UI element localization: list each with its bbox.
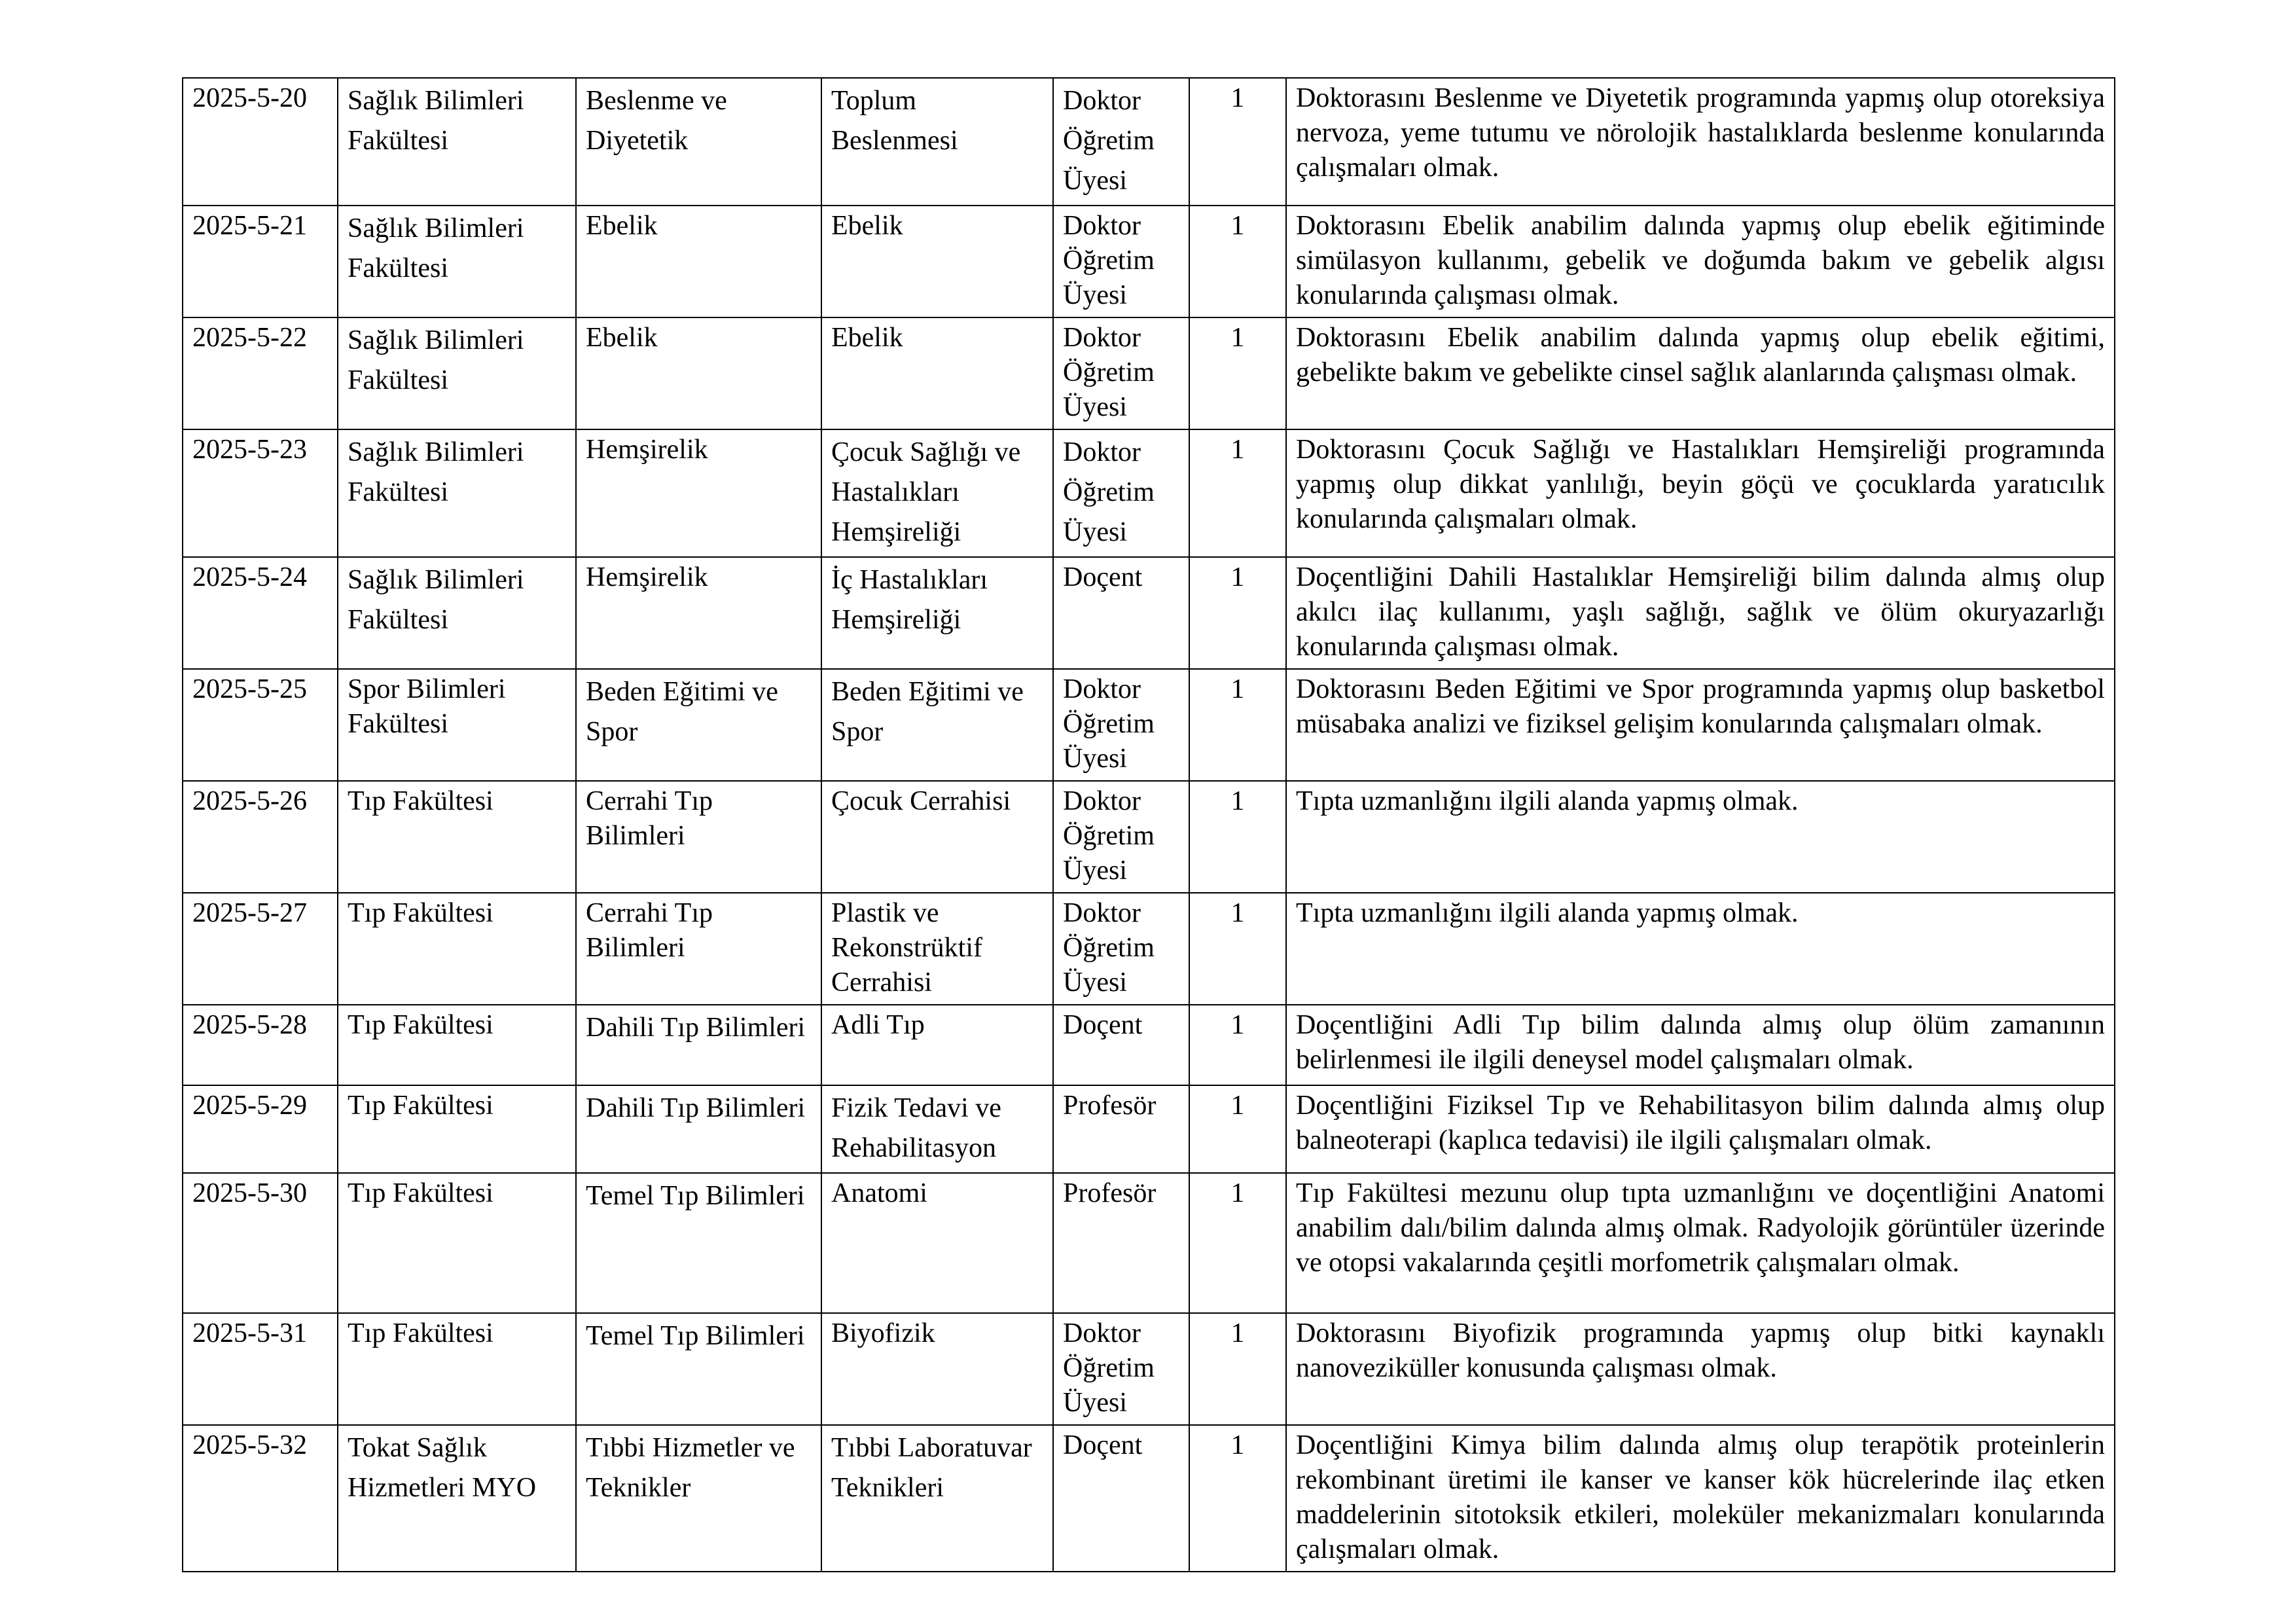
cell-code: 2025-5-28: [183, 1005, 338, 1085]
cell-requirement: Tıpta uzmanlığını ilgili alanda yapmış olmak.: [1286, 893, 2115, 1005]
cell-unit: Tıp Fakültesi: [338, 893, 576, 1005]
cell-department: Temel Tıp Bilimleri: [576, 1173, 821, 1313]
cell-requirement: Doktorasını Çocuk Sağlığı ve Hastalıkları Hemşireliği programında yapmış olup dikkat yanlılığı, beyin göçü ve çocuklarda yaratıcılık konularında çalışmaları olmak.: [1286, 429, 2115, 557]
cell-count: 1: [1189, 206, 1286, 317]
cell-count: 1: [1189, 781, 1286, 893]
cell-department: Ebelik: [576, 317, 821, 429]
cell-code: 2025-5-29: [183, 1085, 338, 1173]
table-row: [183, 669, 2115, 781]
cell-count: 1: [1189, 78, 1286, 206]
cell-count: 1: [1189, 557, 1286, 669]
cell-code: 2025-5-21: [183, 206, 338, 317]
table-row: [183, 429, 2115, 557]
cell-requirement: Doktorasını Ebelik anabilim dalında yapmış olup ebelik eğitiminde simülasyon kullanımı, gebelik ve doğumda bakım ve gebelik algısı konularında çalışması olmak.: [1286, 206, 2115, 317]
document-page: [182, 77, 2114, 1572]
cell-unit: Sağlık Bilimleri Fakültesi: [338, 206, 576, 317]
cell-title: Doktor Öğretim Üyesi: [1053, 206, 1189, 317]
cell-code: 2025-5-31: [183, 1313, 338, 1425]
cell-department: Hemşirelik: [576, 429, 821, 557]
table-row: [183, 781, 2115, 893]
cell-unit: Sağlık Bilimleri Fakültesi: [338, 557, 576, 669]
table-row: [183, 1313, 2115, 1425]
cell-title: Doçent: [1053, 1425, 1189, 1572]
cell-program: Plastik ve Rekonstrüktif Cerrahisi: [821, 893, 1053, 1005]
cell-department: Temel Tıp Bilimleri: [576, 1313, 821, 1425]
cell-title: Doktor Öğretim Üyesi: [1053, 669, 1189, 781]
table-row: [183, 557, 2115, 669]
cell-department: Dahili Tıp Bilimleri: [576, 1085, 821, 1173]
cell-program: Ebelik: [821, 317, 1053, 429]
cell-program: Toplum Beslenmesi: [821, 78, 1053, 206]
cell-requirement: Doçentliğini Dahili Hastalıklar Hemşireliği bilim dalında almış olup akılcı ilaç kullanımı, yaşlı sağlığı, sağlık ve ölüm okuryazarlığı konularında çalışması olmak.: [1286, 557, 2115, 669]
cell-code: 2025-5-20: [183, 78, 338, 206]
cell-count: 1: [1189, 893, 1286, 1005]
cell-program: İç Hastalıkları Hemşireliği: [821, 557, 1053, 669]
cell-count: 1: [1189, 317, 1286, 429]
cell-requirement: Doktorasını Beden Eğitimi ve Spor programında yapmış olup basketbol müsabaka analizi ve fiziksel gelişim konularında çalışmaları olmak.: [1286, 669, 2115, 781]
cell-count: 1: [1189, 429, 1286, 557]
table-row: [183, 893, 2115, 1005]
cell-code: 2025-5-23: [183, 429, 338, 557]
cell-title: Doçent: [1053, 557, 1189, 669]
cell-program: Adli Tıp: [821, 1005, 1053, 1085]
cell-program: Çocuk Sağlığı ve Hastalıkları Hemşireliği: [821, 429, 1053, 557]
cell-code: 2025-5-26: [183, 781, 338, 893]
cell-title: Doktor Öğretim Üyesi: [1053, 893, 1189, 1005]
cell-requirement: Doktorasını Ebelik anabilim dalında yapmış olup ebelik eğitimi, gebelikte bakım ve gebelikte cinsel sağlık alanlarında çalışması olmak.: [1286, 317, 2115, 429]
cell-department: Hemşirelik: [576, 557, 821, 669]
cell-title: Doktor Öğretim Üyesi: [1053, 317, 1189, 429]
cell-count: 1: [1189, 1085, 1286, 1173]
cell-requirement: Doçentliğini Adli Tıp bilim dalında almış olup ölüm zamanının belirlenmesi ile ilgili deneysel model çalışmaları olmak.: [1286, 1005, 2115, 1085]
cell-title: Doçent: [1053, 1005, 1189, 1085]
cell-count: 1: [1189, 1313, 1286, 1425]
cell-title: Doktor Öğretim Üyesi: [1053, 1313, 1189, 1425]
cell-requirement: Doktorasını Biyofizik programında yapmış olup bitki kaynaklı nanoveziküller konusunda çalışması olmak.: [1286, 1313, 2115, 1425]
cell-program: Fizik Tedavi ve Rehabilitasyon: [821, 1085, 1053, 1173]
table-row: [183, 1005, 2115, 1085]
cell-program: Tıbbi Laboratuvar Teknikleri: [821, 1425, 1053, 1572]
cell-unit: Tokat Sağlık Hizmetleri MYO: [338, 1425, 576, 1572]
cell-department: Cerrahi Tıp Bilimleri: [576, 893, 821, 1005]
cell-unit: Sağlık Bilimleri Fakültesi: [338, 429, 576, 557]
cell-department: Beden Eğitimi ve Spor: [576, 669, 821, 781]
cell-code: 2025-5-25: [183, 669, 338, 781]
cell-department: Ebelik: [576, 206, 821, 317]
cell-program: Biyofizik: [821, 1313, 1053, 1425]
table-row: [183, 317, 2115, 429]
cell-requirement: Doçentliğini Fiziksel Tıp ve Rehabilitasyon bilim dalında almış olup balneoterapi (kaplıca tedavisi) ile ilgili çalışmaları olmak.: [1286, 1085, 2115, 1173]
cell-code: 2025-5-32: [183, 1425, 338, 1572]
table-row: [183, 1425, 2115, 1572]
cell-count: 1: [1189, 1005, 1286, 1085]
cell-count: 1: [1189, 1425, 1286, 1572]
cell-unit: Tıp Fakültesi: [338, 1313, 576, 1425]
cell-code: 2025-5-22: [183, 317, 338, 429]
cell-department: Tıbbi Hizmetler ve Teknikler: [576, 1425, 821, 1572]
cell-unit: Tıp Fakültesi: [338, 1173, 576, 1313]
cell-unit: Tıp Fakültesi: [338, 781, 576, 893]
cell-program: Anatomi: [821, 1173, 1053, 1313]
cell-unit: Tıp Fakültesi: [338, 1005, 576, 1085]
cell-program: Çocuk Cerrahisi: [821, 781, 1053, 893]
cell-title: Doktor Öğretim Üyesi: [1053, 781, 1189, 893]
cell-unit: Tıp Fakültesi: [338, 1085, 576, 1173]
cell-count: 1: [1189, 669, 1286, 781]
cell-code: 2025-5-30: [183, 1173, 338, 1313]
cell-title: Doktor Öğretim Üyesi: [1053, 78, 1189, 206]
table-row: [183, 206, 2115, 317]
cell-program: Beden Eğitimi ve Spor: [821, 669, 1053, 781]
positions-table: [182, 77, 2115, 1572]
cell-code: 2025-5-27: [183, 893, 338, 1005]
cell-title: Profesör: [1053, 1085, 1189, 1173]
cell-department: Cerrahi Tıp Bilimleri: [576, 781, 821, 893]
cell-requirement: Tıp Fakültesi mezunu olup tıpta uzmanlığını ve doçentliğini Anatomi anabilim dalı/bilim dalında almış olmak. Radyolojik görüntüler üzerinde ve otopsi vakalarında çeşitli morfometrik çalışmaları olmak.: [1286, 1173, 2115, 1313]
cell-requirement: Doktorasını Beslenme ve Diyetetik programında yapmış olup otoreksiya nervoza, yeme tutumu ve nörolojik hastalıklarda beslenme konularında çalışmaları olmak.: [1286, 78, 2115, 206]
cell-count: 1: [1189, 1173, 1286, 1313]
cell-title: Doktor Öğretim Üyesi: [1053, 429, 1189, 557]
cell-requirement: Doçentliğini Kimya bilim dalında almış olup terapötik proteinlerin rekombinant üretimi ile kanser ve kanser kök hücrelerinde ilaç etken maddelerinin sitotoksik etkileri, moleküler mekanizmaları konularında çalışmaları olmak.: [1286, 1425, 2115, 1572]
cell-title: Profesör: [1053, 1173, 1189, 1313]
table-row: [183, 1173, 2115, 1313]
cell-requirement: Tıpta uzmanlığını ilgili alanda yapmış olmak.: [1286, 781, 2115, 893]
table-row: [183, 1085, 2115, 1173]
cell-department: Dahili Tıp Bilimleri: [576, 1005, 821, 1085]
cell-program: Ebelik: [821, 206, 1053, 317]
cell-code: 2025-5-24: [183, 557, 338, 669]
cell-unit: Sağlık Bilimleri Fakültesi: [338, 78, 576, 206]
cell-unit: Sağlık Bilimleri Fakültesi: [338, 317, 576, 429]
table-row: [183, 78, 2115, 206]
cell-unit: Spor Bilimleri Fakültesi: [338, 669, 576, 781]
cell-department: Beslenme ve Diyetetik: [576, 78, 821, 206]
